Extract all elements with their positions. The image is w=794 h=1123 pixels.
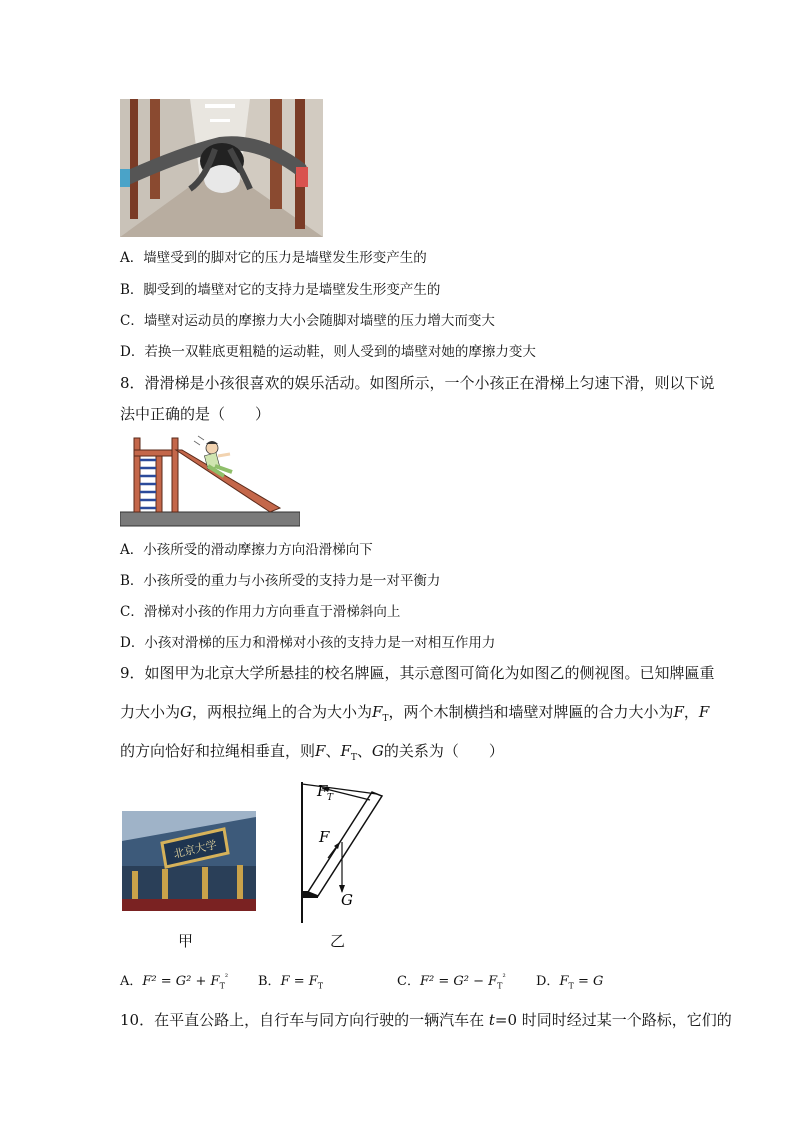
q9-stem-line1: 9．如图甲为北京大学所悬挂的校名牌匾，其示意图可简化为如图乙的侧视图。已知牌匾重 [120,664,715,682]
plaque-text: 北京大学 [172,838,219,861]
q8-stem-line2: 法中正确的是（ ） [120,405,271,423]
label-FT: F [317,782,328,800]
q9-option-c: C．$F^2 = G^2 - F_T^{^2}$ [397,972,506,991]
q9-option-d: D．$F_T = G$ [536,974,604,991]
caption-jia: 甲 [178,932,194,950]
label-FT-sub: T [327,793,334,803]
q8-option-d: D．小孩对滑梯的压力和滑梯对小孩的支持力是一对相互作用力 [120,635,496,651]
label-G: G [341,891,353,909]
q9-option-b: B．$F = F_T$ [258,974,324,991]
slide-illustration [120,432,300,528]
peking-university-plaque-photo [122,811,256,911]
q8-option-a: A．小孩所受的滑动摩擦力方向沿滑梯向下 [120,542,373,558]
q9-option-a: A．$F^2 = G^2 + F_T^{^2}$ [120,972,229,991]
label-F: F [319,828,330,846]
q7-option-a: A．墙壁受到的脚对它的压力是墙壁发生形变产生的 [120,250,427,266]
q7-option-d: D．若换一双鞋底更粗糙的运动鞋，则人受到的墙壁对她的摩擦力变大 [120,344,536,360]
q8-option-b: B．小孩所受的重力与小孩所受的支持力是一对平衡力 [120,573,441,589]
q9-stem-line3: 的方向恰好和拉绳相垂直，则F、$F_T$、G的关系为（ ） [120,742,504,763]
caption-yi: 乙 [330,932,346,950]
q9-stem-line2: 力大小为G，两根拉绳上的合为大小为$F_T$，两个木制横挡和墙壁对牌匾的合力大小为F，F [120,703,710,724]
q10-stem: 10．在平直公路上，自行车与同方向行驶的一辆汽车在 t=0 时同时经过某一个路标，它们的 [120,1011,732,1029]
plaque-force-diagram [290,780,390,925]
q7-option-c: C．墙壁对运动员的摩擦力大小会随脚对墙壁的压力增大而变大 [120,313,495,329]
athlete-split-photo [120,99,323,237]
q8-stem-line1: 8．滑滑梯是小孩很喜欢的娱乐活动。如图所示，一个小孩正在滑梯上匀速下滑，则以下说 [120,374,715,392]
q7-option-b: B．脚受到的墙壁对它的支持力是墙壁发生形变产生的 [120,282,441,298]
q8-option-c: C．滑梯对小孩的作用力方向垂直于滑梯斜向上 [120,604,401,620]
